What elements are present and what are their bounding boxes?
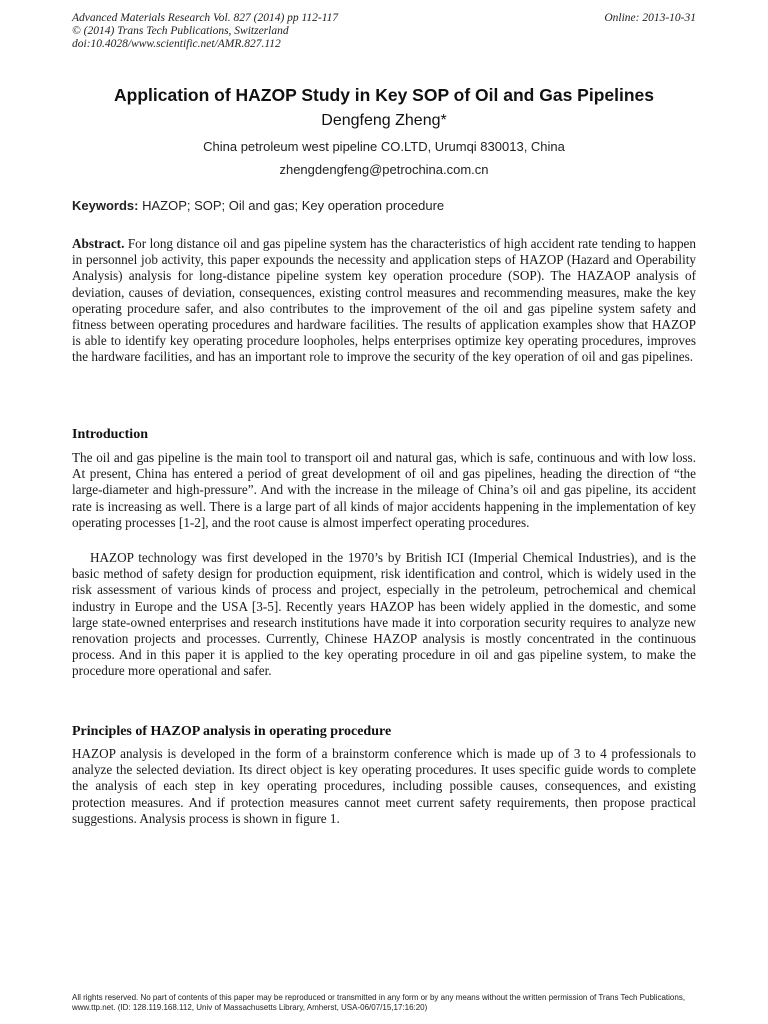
- copyright-line: © (2014) Trans Tech Publications, Switzerland: [72, 25, 289, 37]
- keywords-line: [72, 198, 696, 213]
- introduction-paragraph-1: The oil and gas pipeline is the main tool to transport oil and natural gas, which is safe, continuous and with low loss. At present, China has entered a period of great development of oil and gas pipelines, heading the direction of “the large-diameter and high-pressure”. And with the increase in the mileage of China’s oil and gas pipeline, its accident rate is increasing as well. There is a large part of all kinds of major accidents happening in the implementation of key operating processes [1-2], and the root cause is almost imperfect operating procedures.: [72, 450, 696, 530]
- copyright-footer: All rights reserved. No part of contents of this paper may be reproduced or transmitted in any form or by any means without the written permission of Trans Tech Publications, www.ttp.net. (ID: 128.119.168.112, Univ of Massachusetts Library, Amherst, USA-06/07/15,17:16:20): [72, 993, 686, 1012]
- principles-heading: Principles of HAZOP analysis in operating procedure: [72, 724, 392, 739]
- doi-line: doi:10.4028/www.scientific.net/AMR.827.112: [72, 38, 281, 50]
- author-affiliation: China petroleum west pipeline CO.LTD, Urumqi 830013, China: [203, 139, 565, 154]
- author-email: zhengdengfeng@petrochina.com.cn: [279, 162, 489, 177]
- online-date: Online: 2013-10-31: [604, 12, 696, 24]
- abstract-paragraph: [72, 236, 696, 366]
- abstract-text: For long distance oil and gas pipeline system has the characteristics of high accident rate tending to happen in personnel job activity, this paper expounds the necessity and application steps of HAZOP (Hazard and Operability Analysis) analysis for long-distance pipeline system key operation procedure (SOP). The HAZAOP analysis of deviation, causes of deviation, consequences, existing control measures and recommending measures, make the key operating procedure safer, and also contributes to the improvement of the oil and gas pipeline system safety and fitness between operating procedures and hardware facilities. The results of application examples show that HAZOP is able to identify key operating procedure loopholes, helps enterprises optimize key operating procedures, improves the hardware facilities, and has an important role to improve the security of the key operation of oil and gas pipelines.: [72, 236, 696, 365]
- keywords-label: Keywords:: [72, 198, 139, 213]
- introduction-heading: Introduction: [72, 427, 148, 442]
- journal-citation: Advanced Materials Research Vol. 827 (2014) pp 112-117: [72, 12, 339, 24]
- paper-title: Application of HAZOP Study in Key SOP of Oil and Gas Pipelines: [114, 85, 654, 105]
- running-header: [72, 12, 696, 51]
- abstract-label: Abstract.: [72, 236, 125, 251]
- introduction-paragraph-2: HAZOP technology was first developed in the 1970’s by British ICI (Imperial Chemical Industries), and is the basic method of safety design for production equipment, risk identification and control, which is widely used in the risk assessment of various kinds of process and project, especially in the petroleum, petrochemical and chemical industry in Europe and the USA [3-5]. Recently years HAZOP has been widely applied in the domestic, and some large state-owned enterprises and research institutions have made it into corporation security requires to analyze new renovation projects and processes. Currently, Chinese HAZOP analysis is mostly concentrated in the continuous process. And in this paper it is applied to the key operating procedure in oil and gas pipeline system, to make the procedure more operational and safer.: [72, 550, 696, 679]
- keywords-text: HAZOP; SOP; Oil and gas; Key operation procedure: [142, 198, 445, 213]
- principles-paragraph: HAZOP analysis is developed in the form of a brainstorm conference which is made up of 3 to 4 professionals to analyze the selected deviation. Its direct object is key operating procedures. It uses specific guide words to complete the analysis of each step in key operating procedures, including possible causes, consequences, and existing protection measures. And if protection measures cannot meet current safety requirements, then propose practical suggestions. Analysis process is shown in figure 1.: [72, 746, 696, 826]
- author-name: Dengfeng Zheng*: [321, 112, 447, 129]
